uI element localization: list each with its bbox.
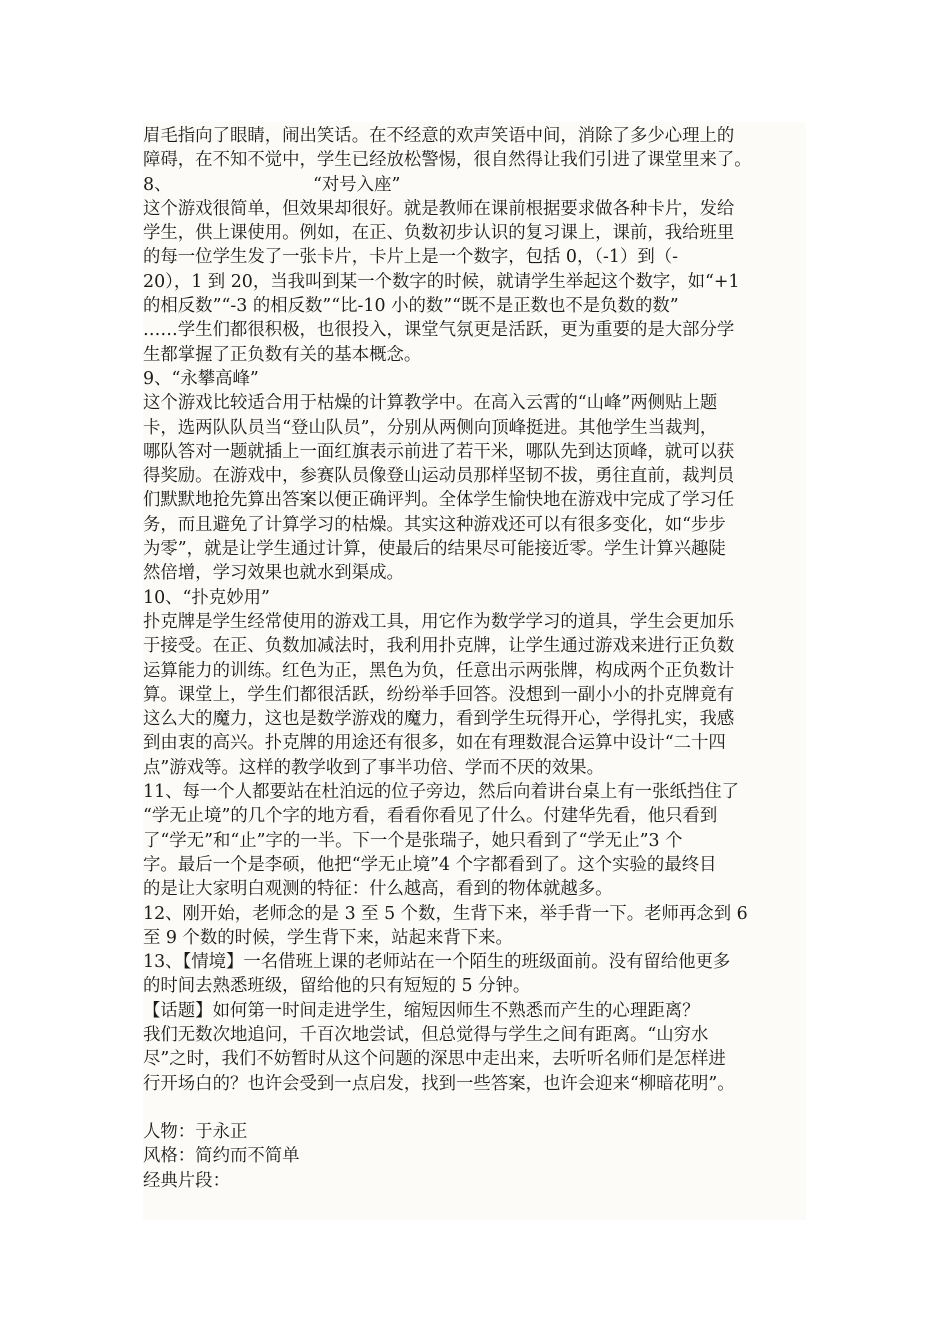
item-11-line: 11、每一个人都要站在杜泊远的位子旁边，然后向着讲台桌上有一张纸挡住了 xyxy=(143,782,740,803)
text-line: 至 9 个数的时候，学生背下来，站起来背下来。 xyxy=(143,927,513,948)
text-line: 到由衷的高兴。扑克牌的用途还有很多，如在有理数混合运算中设计“二十四 xyxy=(143,733,726,754)
document-body xyxy=(143,124,806,1193)
text-line: 的是让大家明白观测的特征：什么越高，看到的物体就越多。 xyxy=(143,879,613,900)
text-line: 障碍，在不知不觉中，学生已经放松警惕，很自然得让我们引进了课堂里来了。 xyxy=(143,150,752,171)
item-12-line: 12、刚开始，老师念的是 3 至 5 个数，生背下来，举手背一下。老师再念到 6 xyxy=(143,903,748,924)
text-line: 扑克牌是学生经常使用的游戏工具，用它作为数学学习的道具，学生会更加乐 xyxy=(143,611,735,632)
text-line: 学生，供上课使用。例如，在正、负数初步认识的复习课上，课前，我给班里 xyxy=(143,223,735,244)
text-line: 运算能力的训练。红色为正，黑色为负，任意出示两张牌，构成两个正负数计 xyxy=(143,660,735,681)
text-line: 们默默地抢先算出答案以便正确评判。全体学生愉快地在游戏中完成了学习任 xyxy=(143,490,735,511)
text-line: 生都掌握了正负数有关的基本概念。 xyxy=(143,344,422,365)
game-heading-10: 10、“扑克妙用” xyxy=(143,587,270,608)
text-line: 的相反数”“-3 的相反数”“比-10 小的数”“既不是正数也不是负数的数” xyxy=(143,296,679,317)
text-line: 这个游戏很简单，但效果却很好。就是教师在课前根据要求做各种卡片，发给 xyxy=(143,198,735,219)
item-13-line: 13、【情境】一名借班上课的老师站在一个陌生的班级面前。没有留给他更多 xyxy=(143,952,731,973)
text-line: 我们无数次地追问，千百次地尝试，但总觉得与学生之间有距离。“山穷水 xyxy=(143,1024,709,1045)
text-line: 了“学无”和“止”字的一半。下一个是张瑞子，她只看到了“学无止”3 个 xyxy=(143,830,683,851)
text-line: 然倍增，学习效果也就水到渠成。 xyxy=(143,563,404,584)
text-line: 20），1 到 20，当我叫到某一个数字的时候，就请学生举起这个数字，如“+1 xyxy=(143,271,740,292)
heading-number: 8、 xyxy=(143,174,172,195)
text-line: “学无止境”的几个字的地方看，看看你看见了什么。付建华先看，他只看到 xyxy=(143,806,718,827)
heading-title: “对号入座” xyxy=(313,174,401,195)
text-line: 的时间去熟悉班级，留给他的只有短短的 5 分钟。 xyxy=(143,976,531,997)
topic-line: 【话题】如何第一时间走进学生，缩短因师生不熟悉而产生的心理距离？ xyxy=(143,1000,700,1021)
text-line: 为零”，就是让学生通过计算，使最后的结果尽可能接近零。学生计算兴趣陡 xyxy=(143,539,726,560)
text-line: 算。课堂上，学生们都很活跃，纷纷举手回答。没想到一副小小的扑克牌竟有 xyxy=(143,684,735,705)
text-line: 卡，选两队队员当“登山队员”，分别从两侧向顶峰挺进。其他学生当裁判， xyxy=(143,417,718,438)
text-line: 点”游戏等。这样的教学收到了事半功倍、学而不厌的效果。 xyxy=(143,757,605,778)
game-heading-8 xyxy=(143,173,806,197)
text-line: 尽”之时，我们不妨暂时从这个问题的深思中走出来，去听听名师们是怎样进 xyxy=(143,1049,726,1070)
text-line: ……学生们都很积极，也很投入，课堂气氛更是活跃，更为重要的是大部分学 xyxy=(143,320,735,341)
text-area xyxy=(143,122,806,1220)
text-line: 的每一位学生发了一张卡片，卡片上是一个数字，包括 0，（-1）到（- xyxy=(143,247,679,268)
text-line: 这么大的魔力，这也是数学游戏的魔力，看到学生玩得开心，学得扎实，我感 xyxy=(143,709,735,730)
blank-line xyxy=(143,1096,806,1120)
text-line: 眉毛指向了眼睛，闹出笑话。在不经意的欢声笑语中间，消除了多少心理上的 xyxy=(143,126,735,146)
text-line: 行开场白的？也许会受到一点启发，找到一些答案，也许会迎来“柳暗花明”。 xyxy=(143,1073,735,1094)
text-line: 得奖励。在游戏中，参赛队员像登山运动员那样坚韧不拔，勇往直前，裁判员 xyxy=(143,466,735,487)
text-line: 这个游戏比较适合用于枯燥的计算教学中。在高入云霄的“山峰”两侧贴上题 xyxy=(143,393,718,414)
game-heading-9: 9、“永攀高峰” xyxy=(143,368,259,389)
text-line: 务，而且避免了计算学习的枯燥。其实这种游戏还可以有很多变化，如“步步 xyxy=(143,514,726,535)
classic-excerpt-line: 经典片段： xyxy=(143,1170,230,1191)
text-line: 字。最后一个是李硕，他把“学无止境”4 个字都看到了。这个实验的最终目 xyxy=(143,854,717,875)
text-line: 于接受。在正、负数加减法时，我利用扑克牌，让学生通过游戏来进行正负数 xyxy=(143,636,735,657)
person-line: 人物：于永正 xyxy=(143,1122,248,1143)
style-line: 风格：简约而不简单 xyxy=(143,1146,300,1167)
text-line: 哪队答对一题就插上一面红旗表示前进了若干米，哪队先到达顶峰，就可以获 xyxy=(143,441,735,462)
